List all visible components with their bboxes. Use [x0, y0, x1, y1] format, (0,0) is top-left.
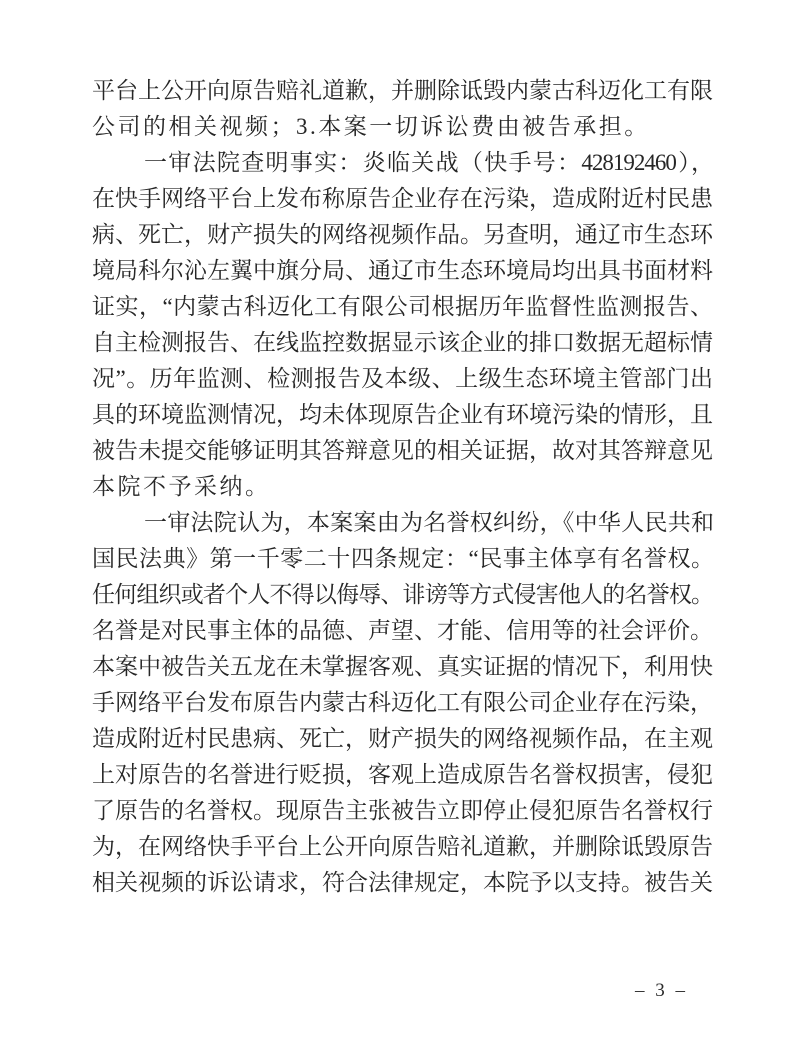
text-line: 病、死亡，财产损失的网络视频作品。另查明，通辽市生态环 [92, 222, 713, 247]
page-number: – 3 – [635, 980, 688, 1001]
paragraph-start-line: 一审法院查明事实：炎临关战（快手号：428192460）， [144, 150, 713, 175]
paragraph-end-line: 公司的相关视频；3.本案一切诉讼费由被告承担。 [92, 114, 650, 139]
paragraph-start-line: 一审法院认为，本案案由为名誉权纠纷，《中华人民共和 [144, 510, 713, 535]
text-line: 况”。历年监测、检测报告及本级、上级生态环境主管部门出 [92, 366, 713, 391]
text-line: 证实，“内蒙古科迈化工有限公司根据历年监督性监测报告、 [92, 294, 713, 319]
text-line: 被告未提交能够证明其答辩意见的相关证据，故对其答辩意见 [92, 438, 713, 463]
text-line: 相关视频的诉讼请求，符合法律规定，本院予以支持。被告关 [92, 870, 713, 895]
text-line: 自主检测报告、在线监控数据显示该企业的排口数据无超标情 [92, 330, 713, 355]
text-line: 造成附近村民患病、死亡，财产损失的网络视频作品，在主观 [92, 726, 713, 751]
text-line: 国民法典》第一千零二十四条规定：“民事主体享有名誉权。 [92, 546, 713, 571]
text-line: 具的环境监测情况，均未体现原告企业有环境污染的情形，且 [92, 402, 713, 427]
text-line: 平台上公开向原告赔礼道歉，并删除诋毁内蒙古科迈化工有限 [92, 78, 713, 103]
text-line: 境局科尔沁左翼中旗分局、通辽市生态环境局均出具书面材料 [92, 258, 713, 283]
text-line: 名誉是对民事主体的品德、声望、才能、信用等的社会评价。 [92, 618, 713, 643]
judgment-text-block [92, 73, 713, 901]
text-line: 了原告的名誉权。现原告主张被告立即停止侵犯原告名誉权行 [92, 798, 713, 823]
text-line: 本案中被告关五龙在未掌握客观、真实证据的情况下，利用快 [92, 654, 713, 679]
text-line: 上对原告的名誉进行贬损，客观上造成原告名誉权损害，侵犯 [92, 762, 713, 787]
text-line: 手网络平台发布原告内蒙古科迈化工有限公司企业存在污染， [92, 690, 713, 715]
text-line: 任何组织或者个人不得以侮辱、诽谤等方式侵害他人的名誉权。 [92, 582, 713, 607]
text-line: 为，在网络快手平台上公开向原告赔礼道歉，并删除诋毁原告 [92, 834, 713, 859]
paragraph-end-line: 本院不予采纳。 [92, 474, 271, 499]
text-line: 在快手网络平台上发布称原告企业存在污染，造成附近村民患 [92, 186, 713, 211]
